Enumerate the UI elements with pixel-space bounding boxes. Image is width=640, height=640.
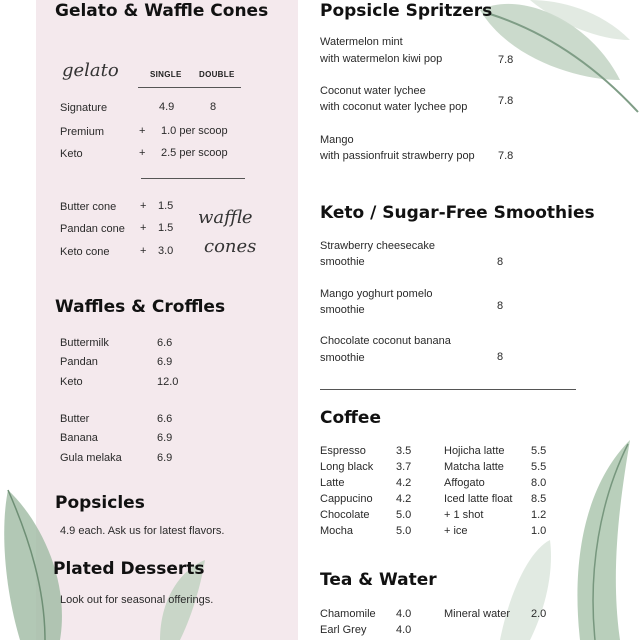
coffee-item-price: 3.7 (396, 461, 412, 473)
coffee-item-name: Mocha (320, 525, 354, 537)
coffee-item-price: 5.0 (396, 509, 412, 521)
premium-plus: + (139, 125, 146, 137)
waffle-item-price: 6.9 (157, 452, 173, 464)
coffee-item-name: Espresso (320, 445, 366, 457)
coffee-item-price: 5.5 (531, 461, 547, 473)
spritzer-price: 7.8 (498, 150, 514, 162)
premium-name: Premium (60, 126, 105, 138)
gelato-script-label: gelato (62, 60, 119, 81)
tea-item-price: 4.0 (396, 624, 412, 636)
spritzers-section-title: Popsicle Spritzers (320, 1, 493, 21)
signature-name: Signature (60, 102, 108, 114)
premium-price: 1.0 per scoop (161, 125, 228, 137)
coffee-item-name: + ice (444, 525, 468, 537)
waffle-item-name: Butter (60, 413, 90, 425)
cone-name: Butter cone (60, 201, 117, 213)
keto-name: Keto (60, 148, 83, 160)
smoothie-line-1: Strawberry cheesecake (320, 240, 435, 252)
spritzer-line-2: with passionfruit strawberry pop (320, 150, 475, 162)
popsicles-section-title: Popsicles (55, 493, 145, 513)
waffle-item-price: 6.6 (157, 337, 173, 349)
plated-desserts-note: Look out for seasonal offerings. (60, 594, 214, 606)
waffle-item-price: 6.9 (157, 356, 173, 368)
waffle-item-name: Gula melaka (60, 452, 122, 464)
smoothie-line-2: smoothie (320, 304, 365, 316)
spritzer-line-1: Watermelon mint (320, 36, 403, 48)
spritzer-line-1: Mango (320, 134, 354, 146)
coffee-item-name: Cappucino (320, 493, 373, 505)
coffee-item-price: 8.0 (531, 477, 547, 489)
coffee-item-name: Chocolate (320, 509, 370, 521)
coffee-item-price: 5.0 (396, 525, 412, 537)
smoothie-line-2: smoothie (320, 256, 365, 268)
leaf-top-right-illustration (470, 0, 640, 115)
cone-price: 1.5 (158, 200, 174, 212)
cone-plus: + (140, 245, 147, 257)
coffee-item-price: 5.5 (531, 445, 547, 457)
coffee-item-price: 3.5 (396, 445, 412, 457)
waffle-item-price: 6.9 (157, 432, 173, 444)
spritzer-line-1: Coconut water lychee (320, 85, 426, 97)
cone-price: 1.5 (158, 222, 174, 234)
gelato-cones-divider (141, 178, 245, 179)
coffee-section-title: Coffee (320, 408, 381, 428)
waffle-item-price: 6.6 (157, 413, 173, 425)
coffee-item-price: 4.2 (396, 477, 412, 489)
double-column-header: DOUBLE (199, 70, 235, 79)
cones-script-label: cones (204, 236, 257, 257)
coffee-item-name: + 1 shot (444, 509, 484, 521)
smoothie-price: 8 (497, 351, 504, 363)
cone-plus: + (140, 222, 147, 234)
waffle-item-name: Keto (60, 376, 83, 388)
cone-name: Keto cone (60, 246, 110, 258)
smoothie-price: 8 (497, 256, 504, 268)
waffle-item-name: Pandan (60, 356, 98, 368)
single-column-header: SINGLE (150, 70, 182, 79)
tea-item-name: Earl Grey (320, 624, 367, 636)
waffle-script-label: waffle (198, 207, 253, 228)
coffee-item-name: Matcha latte (444, 461, 504, 473)
smoothie-line-1: Mango yoghurt pomelo (320, 288, 433, 300)
signature-single-price: 4.9 (159, 101, 175, 113)
smoothie-line-2: smoothie (320, 352, 365, 364)
waffle-item-price: 12.0 (157, 376, 179, 388)
waffle-item-name: Buttermilk (60, 337, 109, 349)
smoothie-price: 8 (497, 300, 504, 312)
smoothie-line-1: Chocolate coconut banana (320, 335, 451, 347)
tea-item-name: Chamomile (320, 608, 376, 620)
tea-water-section-title: Tea & Water (320, 570, 437, 590)
plated-desserts-section-title: Plated Desserts (53, 559, 205, 579)
coffee-item-name: Latte (320, 477, 345, 489)
spritzer-line-2: with watermelon kiwi pop (320, 53, 443, 65)
smoothies-section-title: Keto / Sugar-Free Smoothies (320, 203, 595, 223)
waffle-item-name: Banana (60, 432, 98, 444)
spritzer-price: 7.8 (498, 54, 514, 66)
keto-price: 2.5 per scoop (161, 147, 228, 159)
spritzer-price: 7.8 (498, 95, 514, 107)
keto-plus: + (139, 147, 146, 159)
gelato-header-divider (138, 87, 241, 88)
spritzer-line-2: with coconut water lychee pop (320, 101, 468, 113)
coffee-item-name: Affogato (444, 477, 485, 489)
gelato-section-title: Gelato & Waffle Cones (55, 1, 269, 21)
smoothies-coffee-divider (320, 389, 576, 390)
coffee-item-price: 1.0 (531, 525, 547, 537)
coffee-item-price: 1.2 (531, 509, 547, 521)
waffles-section-title: Waffles & Croffles (55, 297, 226, 317)
tea-item-price: 4.0 (396, 608, 412, 620)
water-item-name: Mineral water (444, 608, 511, 620)
coffee-item-name: Hojicha latte (444, 445, 505, 457)
coffee-item-name: Long black (320, 461, 374, 473)
popsicles-note: 4.9 each. Ask us for latest flavors. (60, 525, 225, 537)
signature-double-price: 8 (210, 101, 217, 113)
coffee-item-price: 8.5 (531, 493, 547, 505)
coffee-item-name: Iced latte float (444, 493, 513, 505)
coffee-item-price: 4.2 (396, 493, 412, 505)
water-item-price: 2.0 (531, 608, 547, 620)
cone-plus: + (140, 200, 147, 212)
cone-price: 3.0 (158, 245, 174, 257)
cone-name: Pandan cone (60, 223, 125, 235)
